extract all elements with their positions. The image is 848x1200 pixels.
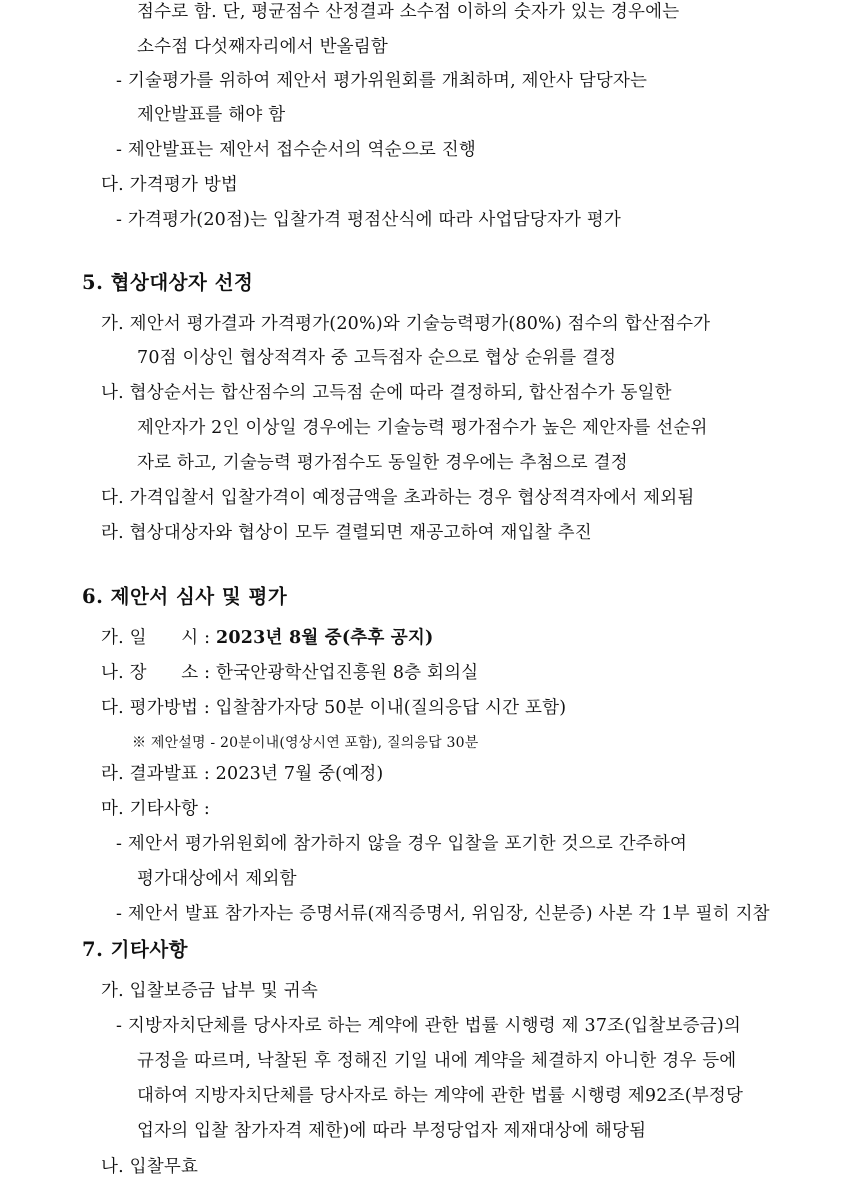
text-line: 나. 협상순서는 합산점수의 고득점 순에 따라 결정하되, 합산점수가 동일한 (101, 383, 672, 403)
text-line: 업자의 입찰 참가자격 제한)에 따라 부정당업자 제재대상에 해당됨 (137, 1121, 647, 1141)
text-line: 가. 제안서 평가결과 가격평가(20%)와 기술능력평가(80%) 점수의 합산점수가 (101, 314, 711, 334)
text-line: - 제안서 평가위원회에 참가하지 않을 경우 입찰을 포기한 것으로 간주하여 (116, 834, 688, 854)
text-line (101, 626, 434, 650)
text-line: 제안발표를 해야 함 (137, 105, 286, 125)
text-line: 소수점 다섯째자리에서 반올림함 (137, 37, 388, 57)
section-heading: 5. 협상대상자 선정 (82, 271, 254, 294)
section-heading: 6. 제안서 심사 및 평가 (82, 585, 288, 608)
text-line: 자로 하고, 기술능력 평가점수도 동일한 경우에는 추첨으로 결정 (137, 453, 628, 473)
text-line: 나. 장 소 : 한국안광학산업진흥원 8층 회의실 (101, 663, 479, 683)
text-line: 규정을 따르며, 낙찰된 후 정해진 기일 내에 계약을 체결하지 아니한 경우 등에 (137, 1051, 737, 1071)
text-line: 다. 평가방법 : 입찰참가자당 50분 이내(질의응답 시간 포함) (101, 698, 567, 718)
text-line: 평가대상에서 제외함 (137, 869, 297, 889)
text-line: 다. 가격평가 방법 (101, 175, 239, 195)
section-heading: 7. 기타사항 (82, 938, 188, 961)
text-line: - 제안발표는 제안서 접수순서의 역순으로 진행 (116, 140, 476, 160)
text-line: 70점 이상인 협상적격자 중 고득점자 순으로 협상 순위를 결정 (137, 348, 617, 368)
text-line: 제안자가 2인 이상일 경우에는 기술능력 평가점수가 높은 제안자를 선순위 (137, 418, 708, 438)
text-line: - 지방자치단체를 당사자로 하는 계약에 관한 법률 시행령 제 37조(입찰보증금)의 (116, 1016, 741, 1036)
text-line: 나. 입찰무효 (101, 1157, 199, 1177)
text-line: 라. 협상대상자와 협상이 모두 결렬되면 재공고하여 재입찰 추진 (101, 523, 592, 543)
text-line: - 가격평가(20점)는 입찰가격 평점산식에 따라 사업담당자가 평가 (116, 210, 622, 230)
text-line: - 기술평가를 위하여 제안서 평가위원회를 개최하며, 제안사 담당자는 (116, 71, 648, 91)
text-line: 가. 입찰보증금 납부 및 귀속 (101, 981, 318, 1001)
text-line: 다. 가격입찰서 입찰가격이 예정금액을 초과하는 경우 협상적격자에서 제외됨 (101, 488, 695, 508)
text-line: 점수로 함. 단, 평균점수 산정결과 소수점 이하의 숫자가 있는 경우에는 (137, 2, 680, 22)
text-line: 대하여 지방자치단체를 당사자로 하는 계약에 관한 법률 시행령 제92조(부정당 (137, 1086, 744, 1106)
text-line: - 제안서 발표 참가자는 증명서류(재직증명서, 위임장, 신분증) 사본 각 1부 필히 지참 (116, 904, 770, 924)
schedule-value: 2023년 8월 중(추후 공지) (216, 628, 434, 648)
text-line: 라. 결과발표 : 2023년 7월 중(예정) (101, 764, 384, 784)
note-line: ※ 제안설명 - 20분이내(영상시연 포함), 질의응답 30분 (132, 735, 479, 751)
label-schedule: 가. 일 시 : (101, 628, 217, 648)
text-line: 마. 기타사항 : (101, 799, 210, 819)
